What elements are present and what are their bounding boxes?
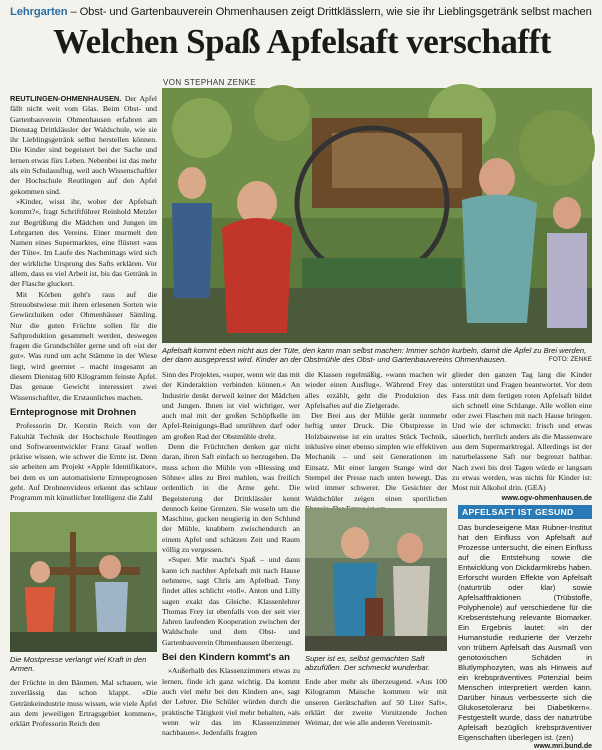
subheading: Bei den Kindern kommt's an xyxy=(162,652,290,664)
article-column-1 xyxy=(10,94,157,509)
paragraph: glieder den ganzen Tag lang die Kinder unterstützt und Fragen beantwortet. Vor dem Fass mit dem fertigen roten Apfelsaft bildet sich schnell eine Schlange. Alle wollen eine oder zwei Flaschen mit nach Hause bringen. Und wie der schmeckt: frisch und etwas säuerlich, herrlich anders als die Massenware aus dem Supermarktregal. Allerdings ist der naturbelassene Saft nur begrenzt haltbar. Nach zwei bis drei Tagen würde er langsam zu etwas werden, was nichts für Kinder ist: Most mit Alkohol drin. (GEA) xyxy=(452,370,592,493)
photo-saft-caption: Super ist es, selbst gemachten Saft abzufüllen. Der schmeckt wunderbar. xyxy=(305,654,431,673)
headline: Welchen Spaß Apfelsaft verschafft xyxy=(53,22,551,61)
paragraph: REUTLINGEN-OHMENHAUSEN. Der Apfel fällt nicht weit vom Glas. Beim Obst- und Gartenbauverein Ohmenhausen erfahren am Dienstag Drittklässler der Waldschule, wie sie ihr Lieblingsgetränk selbst herstellen können. Die Kinder sind begeistert bei der Sache und lernen etwas fürs Leben. Nebenbei ist das mehr als ein Schulausflug, weil auch Wissenschaftler der Hochschule Reutlingen auf den Apfel gekommen sind. xyxy=(10,94,157,196)
photo-mostpresse-caption: Die Mostpresse verlangt viel Kraft in den Armen. xyxy=(10,655,147,674)
paragraph: »Kinder, wisst ihr, woher der Apfelsaft kommt?«, fragt Schriftführer Reinhold Metzler zur Begrüßung die Mädchen und Jungen im Lehrgarten des Vereins. Einer murmelt den Namen eines Supermarktes, eine flüstert »aus der Tüte«. Im Laufe des Nachmittags wird sich der wirkliche Ursprung des Safts erklären. Vor allem, dass es viel Arbeit ist, bis das Getränk in der Flasche gluckert. xyxy=(10,196,157,289)
paragraph: der Früchte in den Bäumen. Mal schauen, wie zuverlässig das schon klappt. »Die Getränkeindustrie muss wissen, wie viele Äpfel aus dem jeweiligen Ertragsgebiet kommen«, erklärt Professorin Reich den xyxy=(10,678,157,729)
photo-credit: FOTO: ZENKE xyxy=(548,356,592,364)
article-column-3-bottom xyxy=(305,677,447,726)
mostpresse-illustration xyxy=(10,512,157,652)
paragraph: Professorin Dr. Kerstin Reich von der Fakultät Technik der Hochschule Reutlingen und Softwareentwickler Franz Graaf wollen präzise wissen, wie schwer die Ernte ist. Denn sie arbeiten am Projekt »Apple Identifikator«, bei dem es um automatisierte Ernteprognosen geht. Auf Drohnenvideos erkennt das schlaue Programm mit künstlicher Intelligenz die Zahl xyxy=(10,421,157,503)
abfuellen-illustration xyxy=(305,508,447,651)
sidebox-apfelsaft-gesund xyxy=(458,505,592,750)
paragraph: die Klassen regelmäßig, »wann machen wir wieder einen Ausflug«. Während Frey das alles erzählt, geht die Produktion des Apfelsaftes auf die Zielgerade. xyxy=(305,370,447,410)
section-label: Lehrgarten xyxy=(10,6,68,18)
article-column-4 xyxy=(452,370,592,500)
sidebox-title: APFELSAFT IST GESUND xyxy=(458,505,592,519)
sidebox-text: Das bundeseigene Max Rubner-Institut hat den Einfluss von Apfelsaft auf Prozesse untersucht, die einen Einfluss auf die Entstehung sowie die Entwicklung von Dickdarmkrebs haben. Erforscht wurden Effekte von Apfelsaft (naturtrüb oder klar) sowie Apfelsaftfraktionen (Trübstoffe, Polyphenole) auf verschiedene für die Krebsentstehung relevante Biomarker. Ein Ergebnis lautet: »In der Humanstudie reduzierte der Verzehr von trübem Apfelsaft das Ausmaß von genotoxischen Schäden in Blutlymphozyten, was als Hinweis auf ein krebspräventives Potenzial beim Menschen interpretiert werden kann. Darüber hinaus verbesserte sich die Glukosetoleranz bei Diabetikern«. Festgestellt wurde, dass der naturtrübe Apfelsaft bezüglich krebspräventiver Eigenschaften überlegen ist. (zen) xyxy=(458,523,592,742)
article-column-3 xyxy=(305,370,447,504)
paragraph: »Außerhalb des Klassenzimmers etwas zu lernen, finde ich ganz wichtig. Da kommt auch viel mehr bei den Kindern an«, sagt der Lehrer. Die Schüler würden durch die praktische Tätigkeit viel mehr behalten, »als wenn wir das im Klassenzimmer nachbauen«. Jedenfalls fragten xyxy=(162,666,300,738)
article-column-2 xyxy=(162,370,300,738)
byline: VON STEPHAN ZENKE xyxy=(163,78,257,87)
kicker-text: – Obst- und Gartenbauverein Ohmenhausen zeigt Drittklässlern, wie sie ihr Lieblingsgetränk selbst machen xyxy=(67,6,592,18)
sidebox-url: www.mri.bund.de xyxy=(533,743,592,750)
paragraph: »Super. Mir macht's Spaß – und dann kann ich nachher Apfelsaft mit nach Hause nehmen«, sagt Chris am Apfelbad. Tony findet alles schlicht »toll«. Anton und Lilly sagen exakt das Gleiche. Klassenlehrer Thomas Frey ist ebenfalls von der seit vier Jahren laufenden Kooperation zwischen der Waldschule und dem Obst- und Gartenbauverein Ohmenhausen überzeugt. xyxy=(162,555,300,647)
subheading: Ernteprognose mit Drohnen xyxy=(10,406,137,418)
paragraph: Mit Körben geht's raus auf die Streuobstwiese mit ihren erlesenen Sorten wie Gewürzluiken oder Ohmenhäuser Sämling. Nur die guten Früchte sollen für die Saftproduktion gesammelt werden, deswegen fragen die Grundschüler gerne und oft »ist der gut«. Was rund um acht Stämme in der Wiese liegt, wird geerntet – macht insgesamt an diesem Dienstag 600 Kilogramm feinste Äpfel. Das genaue Gewicht interessiert zwei Wissenschaftler, die Erstaunliches machen. xyxy=(10,289,157,402)
paragraph: Sinn des Projektes, »super, wenn wir das mit der Kinderaktion verbinden können.« An Industrie denkt derweil keiner der Mädchen und Jungen. Ihnen ist viel wichtiger, wer auch mal mit der großen Schöpfkelle im Apfel-Reinigungs-Bad umrühren darf oder am großen Rad der Obstmühle dreht. xyxy=(162,370,300,441)
main-photo xyxy=(162,88,592,343)
paragraph: Ende aber mehr als überzeugend. »Aus 100 Kilogramm Maische kommen wir mit unseren Gerätschaften auf 50 Liter Saft«, erklärt der zweite Vorsitzende Jochen Weimar, der wie alle anderen Vereinsmit- xyxy=(305,677,447,728)
main-photo-illustration xyxy=(162,88,592,343)
paragraph: Der Brei aus der Mühle gerät nunmehr heftig unter Druck. Die Obstpresse in Holzbauweise ist ein uraltes Stück Technik, inklusive einer ebenso simplen wie effektiven Mechanik – und seit Generationen im Einsatz. Mit einer langen Stange wird der Stempel der Presse nach unten bewegt. Das wird immer schwerer. Die Gesichter der Waldschüler zeigen einen sportlichen xyxy=(305,411,447,503)
main-photo-caption-text: Apfelsaft kommt eben nicht aus der Tüte, den kann man selbst machen: Immer schön kurbeln, damit die Äpfel zu Brei werden, der dann ausgepresst wird. Kinder an der Obstmühle des Obst- und Gartenbauvereins Ohmenhausen. xyxy=(162,346,587,365)
article-column-1-bottom xyxy=(10,678,157,729)
club-url: www.ogv-ohmenhausen.de xyxy=(501,494,592,502)
main-photo-caption xyxy=(162,346,592,365)
paragraph: Denn die Früchtchen denken gar nicht daran, ihren Saft einfach so herzugeben. Da muss schon die Mühle von »Blessing und Söhne« alles zu Brei mahlen, was freilich ordentlich in die Arme geht. Die Begeisterung der Drittklässler kennt dennoch keine Grenzen. Sie wuseln um die Maschine, gucken neugierig in den Schlund der Mühle, knabbern zwischendurch an einem Apfel und schätzen Zeit und Raum völlig zu vergessen. xyxy=(162,442,300,555)
kicker-line xyxy=(10,6,594,18)
dateline: REUTLINGEN-OHMENHAUSEN. xyxy=(10,94,122,103)
photo-saft-abfuellen xyxy=(305,508,447,651)
photo-mostpresse xyxy=(10,512,157,652)
